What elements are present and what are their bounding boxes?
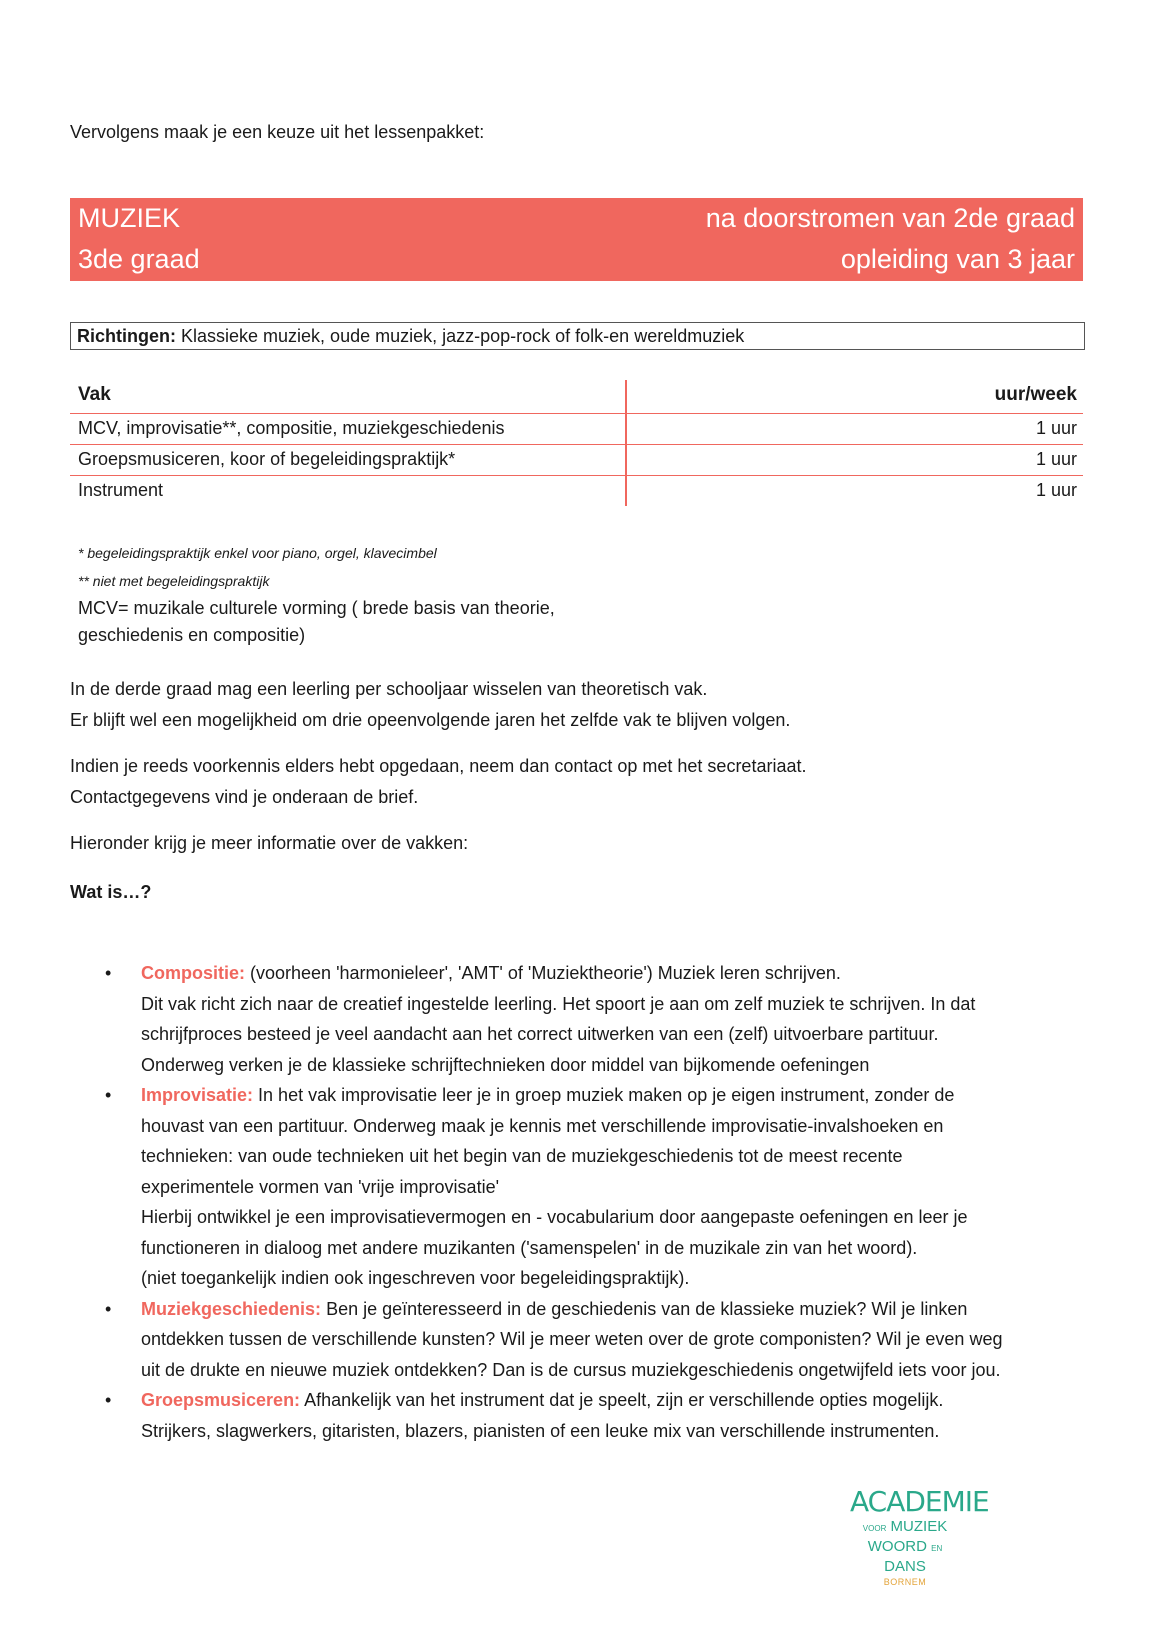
- richtingen-box: [70, 322, 1085, 350]
- row-vak: MCV, improvisatie**, compositie, muziekgeschiedenis: [78, 418, 505, 438]
- term-description: (voorheen 'harmonieleer', 'AMT' of 'Muziektheorie') Muziek leren schrijven.: [245, 963, 841, 983]
- description-line: (niet toegankelijk indien ook ingeschreven voor begeleidingspraktijk).: [141, 1268, 690, 1288]
- course-list: [100, 958, 1100, 1446]
- row-uur: 1 uur: [1035, 480, 1077, 500]
- description-line: functioneren in dialoog met andere muzikanten ('samenspelen' in de muzikale zin van het woord).: [141, 1237, 918, 1258]
- banner-left: [78, 198, 200, 280]
- description-line: Strijkers, slagwerkers, gitaristen, blazers, pianisten of een leuke mix van verschillende instrumenten.: [141, 1420, 940, 1441]
- bullet-icon: •: [105, 1298, 112, 1319]
- table-row: [70, 414, 1083, 445]
- row-uur: 1 uur: [1035, 418, 1077, 438]
- banner-grade: 3de graad: [78, 244, 200, 274]
- richtingen-text: Klassieke muziek, oude muziek, jazz-pop-rock of folk-en wereldmuziek: [176, 326, 745, 346]
- banner-right: [706, 198, 1075, 280]
- list-item-improvisatie: [100, 1080, 1100, 1294]
- banner-subtitle: na doorstromen van 2de graad: [705, 203, 1075, 233]
- vak-table: [70, 380, 1083, 507]
- section-heading: Wat is…?: [70, 882, 152, 902]
- bullet-icon: •: [105, 963, 112, 983]
- logo-en: EN: [931, 1544, 943, 1553]
- footnotes: [78, 539, 638, 649]
- banner-duration: opleiding van 3 jaar: [840, 244, 1075, 274]
- paragraph-line: Er blijft wel een mogelijkheid om drie opeenvolgende jaren het zelfde vak te blijven volgen.: [70, 710, 791, 730]
- richtingen-label: Richtingen:: [77, 326, 176, 346]
- term-groepsmusiceren: Groepsmusiceren:: [141, 1390, 301, 1410]
- paragraph-line: Contactgegevens vind je onderaan de brief.: [70, 787, 419, 807]
- academie-logo: [850, 1485, 989, 1588]
- description-line: Dit vak richt zich naar de creatief ingestelde leerling. Het spoort je aan om zelf muziek te schrijven. In dat: [141, 993, 976, 1014]
- term-description: In het vak improvisatie leer je in groep muziek maken op je eigen instrument, zonder de: [253, 1085, 955, 1105]
- row-vak: Instrument: [78, 480, 164, 500]
- paragraph-info: Hieronder krijg je meer informatie over de vakken:: [70, 833, 469, 853]
- table-header-row: [70, 380, 1083, 414]
- description-line: schrijfproces besteed je veel aandacht aan het correct uitwerken van een (zelf) uitvoerbare partituur.: [141, 1024, 939, 1044]
- banner-title: MUZIEK: [78, 203, 181, 233]
- bullet-icon: •: [105, 1085, 112, 1105]
- list-item-compositie: [100, 958, 1100, 1080]
- logo-line-muziek: [850, 1518, 960, 1538]
- description-line: experimentele vormen van 'vrije improvisatie': [141, 1176, 500, 1197]
- logo-voor: VOOR: [862, 1524, 887, 1533]
- description-line: houvast van een partituur. Onderweg maak je kennis met verschillende improvisatie-invalshoeken en: [141, 1115, 944, 1136]
- term-compositie: Compositie:: [141, 963, 246, 983]
- header-uur-week: uur/week: [994, 384, 1077, 405]
- paragraph-line: Indien je reeds voorkennis elders hebt opgedaan, neem dan contact op met het secretariaat.: [70, 756, 807, 776]
- term-description: Afhankelijk van het instrument dat je speelt, zijn er verschillende opties mogelijk.: [300, 1390, 944, 1410]
- table-row: [70, 445, 1083, 476]
- footnote-2: ** niet met begeleidingspraktijk: [78, 573, 270, 589]
- description-line: ontdekken tussen de verschillende kunsten? Wil je meer weten over de grote componisten? Wil je even weg: [141, 1329, 1003, 1349]
- description-line: Hierbij ontwikkel je een improvisatievermogen en - vocabularium door aangepaste oefeningen en leer je: [141, 1207, 968, 1227]
- paragraph-switching: [70, 674, 790, 736]
- intro-text: Vervolgens maak je een keuze uit het lessenpakket:: [70, 122, 485, 142]
- course-banner: [70, 198, 1083, 281]
- term-description: Ben je geïnteresseerd in de geschiedenis van de klassieke muziek? Wil je linken: [321, 1298, 968, 1319]
- logo-academie: ACADEMIE: [850, 1485, 989, 1518]
- logo-line-woord-dans: [850, 1538, 960, 1576]
- logo-place: BORNEM: [883, 1577, 927, 1587]
- row-uur: 1 uur: [1035, 449, 1077, 469]
- table-row: [70, 476, 1083, 507]
- mcv-note: MCV= muzikale culturele vorming ( brede basis van theorie, geschiedenis en compositie): [78, 598, 555, 645]
- header-vak: Vak: [78, 384, 111, 405]
- description-line: technieken: van oude technieken uit het begin van de muziekgeschiedenis tot de meest recente: [141, 1146, 903, 1166]
- footnote-1: * begeleidingspraktijk enkel voor piano, orgel, klavecimbel: [78, 545, 437, 561]
- description-line: Onderweg verken je de klassieke schrijftechnieken door middel van bijkomende oefeningen: [141, 1054, 870, 1075]
- paragraph-line: In de derde graad mag een leerling per schooljaar wisselen van theoretisch vak.: [70, 679, 708, 699]
- list-item-groepsmusiceren: [100, 1385, 1100, 1446]
- list-item-muziekgeschiedenis: [100, 1294, 1100, 1386]
- row-vak: Groepsmusiceren, koor of begeleidingspraktijk*: [78, 449, 456, 469]
- logo-dans: DANS: [884, 1558, 926, 1575]
- description-line: uit de drukte en nieuwe muziek ontdekken? Dan is de cursus muziekgeschiedenis ongetwijfeld iets voor jou.: [141, 1359, 1001, 1380]
- term-improvisatie: Improvisatie:: [141, 1085, 254, 1105]
- logo-woord: WOORD: [867, 1538, 927, 1555]
- logo-muziek: MUZIEK: [890, 1518, 948, 1535]
- term-muziekgeschiedenis: Muziekgeschiedenis:: [141, 1298, 322, 1319]
- bullet-icon: •: [105, 1390, 112, 1410]
- paragraph-contact: [70, 751, 806, 813]
